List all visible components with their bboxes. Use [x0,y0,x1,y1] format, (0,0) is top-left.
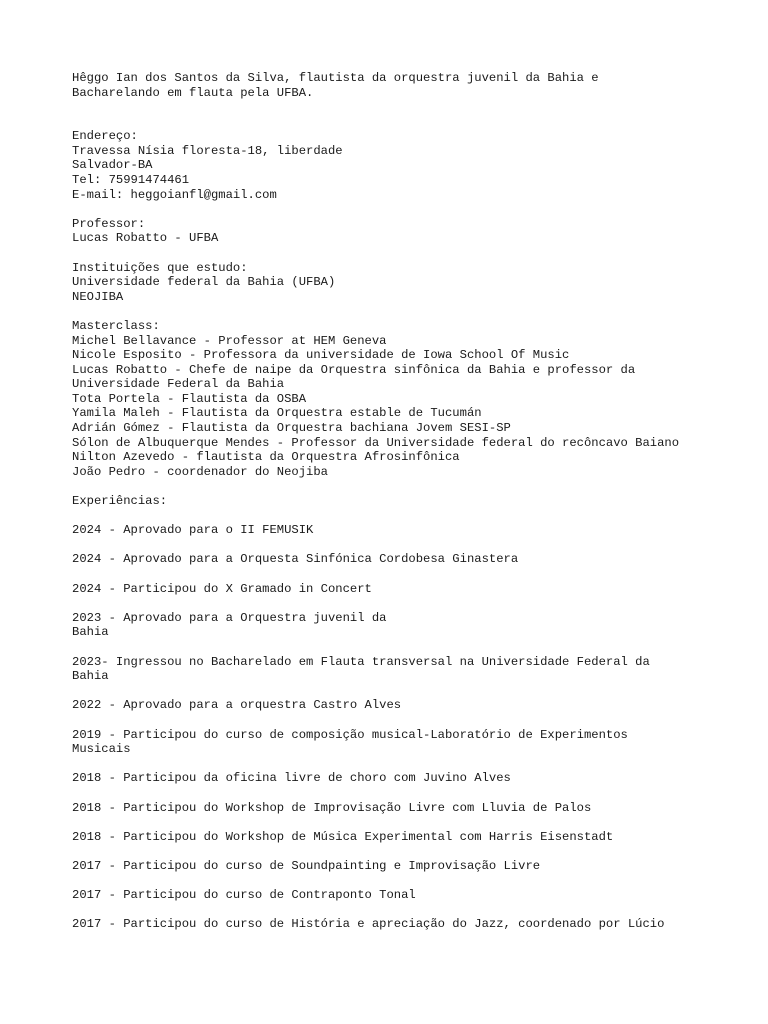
experience-line: 2023 - Aprovado para a Orquestra juvenil da [72,610,387,625]
institution-item: Universidade federal da Bahia (UFBA) [72,275,336,290]
experience-line: 2024 - Aprovado para a Orquesta Sinfónica Cordobesa Ginastera [72,552,519,567]
experience-item [72,582,762,597]
contact-section [72,129,762,202]
experience-line: 2019 - Participou do curso de composição musical-Laboratório de Experimentos [72,727,628,742]
masterclass-item: Sólon de Albuquerque Mendes - Professor da Universidade federal do recôncavo Baiano [72,435,680,450]
experience-item [72,859,762,874]
experience-item [72,552,762,567]
experience-line: Bahia [72,669,109,684]
phone-line: Tel: 75991474461 [72,172,190,187]
experience-item [72,611,762,640]
masterclass-item: Tota Portela - Flautista da OSBA [72,391,307,406]
masterclass-heading: Masterclass: [72,318,160,333]
masterclass-item: Lucas Robatto - Chefe de naipe da Orquestra sinfônica da Bahia e professor da [72,362,636,377]
intro-line: Bacharelando em flauta pela UFBA. [72,85,314,100]
experience-item [72,523,762,538]
masterclass-item: Yamila Maleh - Flautista da Orquestra estable de Tucumán [72,406,482,421]
institutions-section [72,261,762,305]
experience-line: Bahia [72,625,109,640]
experiences-heading: Experiências: [72,494,168,509]
masterclass-item: Adrián Gómez - Flautista da Orquestra bachiana Jovem SESI-SP [72,421,511,436]
experience-line: Musicais [72,742,131,757]
experience-line: 2017 - Participou do curso de História e apreciação do Jazz, coordenado por Lúcio [72,917,665,932]
email-line: E-mail: heggoianfl@gmail.com [72,187,277,202]
masterclass-item: Nicole Esposito - Professora da universidade de Iowa School Of Music [72,348,570,363]
experience-line: 2017 - Participou do curso de Soundpainting e Improvisação Livre [72,858,541,873]
institutions-heading: Instituições que estudo: [72,260,248,275]
experience-item [72,917,762,932]
experience-item [72,801,762,816]
experience-line: 2018 - Participou do Workshop de Improvisação Livre com Lluvia de Palos [72,800,592,815]
intro-paragraph [72,71,762,100]
experience-line: 2022 - Aprovado para a orquestra Castro Alves [72,698,402,713]
masterclass-item: Nilton Azevedo - flautista da Orquestra Afrosinfônica [72,450,460,465]
contact-heading: Endereço: [72,129,138,144]
address-line: Travessa Nísia floresta-18, liberdade [72,143,343,158]
masterclass-item: Universidade Federal da Bahia [72,377,285,392]
document-page [72,71,762,932]
experiences-section [72,494,762,932]
experience-item [72,771,762,786]
experience-item [72,698,762,713]
experience-line: 2018 - Participou da oficina livre de choro com Juvino Alves [72,771,511,786]
institution-item: NEOJIBA [72,289,124,304]
professor-section [72,217,762,246]
experience-line: 2018 - Participou do Workshop de Música Experimental com Harris Eisenstadt [72,829,614,844]
professor-heading: Professor: [72,216,146,231]
experience-item [72,728,762,757]
masterclass-item: João Pedro - coordenador do Neojiba [72,464,328,479]
professor-name: Lucas Robatto - UFBA [72,231,219,246]
experience-line: 2024 - Aprovado para o II FEMUSIK [72,523,314,538]
experience-item [72,655,762,684]
experience-list [72,509,762,932]
experience-line: 2017 - Participou do curso de Contraponto Tonal [72,888,416,903]
address-line: Salvador-BA [72,158,153,173]
experience-line: 2023- Ingressou no Bacharelado em Flauta transversal na Universidade Federal da [72,654,650,669]
experience-item [72,888,762,903]
experience-item [72,830,762,845]
experience-line: 2024 - Participou do X Gramado in Concert [72,581,372,596]
masterclass-section [72,319,762,480]
intro-line: Hêggo Ian dos Santos da Silva, flautista da orquestra juvenil da Bahia e [72,71,599,85]
masterclass-item: Michel Bellavance - Professor at HEM Geneva [72,333,387,348]
